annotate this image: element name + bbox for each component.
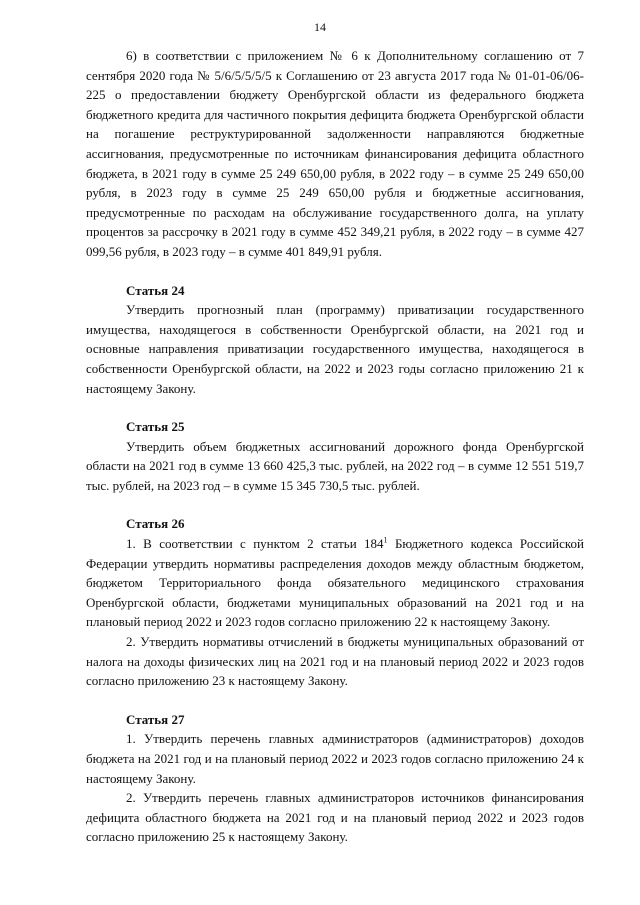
article-26-p1-end: Бюджетного кодекса Российской Федерации утвердить нормативы распределения доходов между областным бюджетом, бюджетом Территориального фонда обязательного медицинского страхования Оренбургской области, бюджетами муниципальных образований на 2021 год и на плановый период 2022 и 2023 годов согласно приложению 22 к настоящему Закону. [86,536,584,630]
article-24-text: Утвердить прогнозный план (программу) приватизации государственного имущества, находящегося в собственности Оренбургской области, на 2021 год и основные направления приватизации государственного имущества, находящегося в собственности Оренбургской области, на 2022 и 2023 годы согласно приложению 21 к настоящему Закону. [86,302,584,396]
article-25-text: Утвердить объем бюджетных ассигнований дорожного фонда Оренбургской области на 2021 год в сумме 13 660 425,3 тыс. рублей, на 2022 год – в сумме 12 551 519,7 тыс. рублей, на 2023 год – в сумме 15 345 730,5 тыс. рублей. [86,438,584,493]
article-27-heading: Статья 27 [126,711,185,727]
article-26-p1-superscript: 1 [383,535,388,545]
article-26-p1-start: 1. В соответствии с пунктом 2 статьи 184 [126,536,384,552]
article-25-heading: Статья 25 [126,419,185,435]
article-27-paragraph-2: 2. Утвердить перечень главных администраторов источников финансирования дефицита областного бюджета на 2021 год и на плановый период 2022 и 2023 годов согласно приложению 25 к настоящему Закону. [86,790,584,845]
document-body [86,46,584,847]
article-27-paragraph-1: 1. Утвердить перечень главных администраторов (администраторов) доходов бюджета на 2021 год и на плановый период 2022 и 2023 годов согласно приложению 24 к настоящему Закону. [86,731,584,786]
article-24-heading: Статья 24 [126,282,185,298]
article-26-heading: Статья 26 [126,516,185,532]
page-number: 14 [314,20,326,34]
article-26-paragraph-1 [86,534,584,632]
article-26-paragraph-2: 2. Утвердить нормативы отчислений в бюджеты муниципальных образований от налога на доходы физических лиц на 2021 год и на плановый период 2022 и 2023 годов согласно приложению 23 к настоящему Закону. [86,634,584,689]
paragraph-item-6: 6) в соответствии с приложением № 6 к Дополнительному соглашению от 7 сентября 2020 года № 5/6/5/5/5/5 к Соглашению от 23 августа 2017 года № 01-01-06/06-225 о предоставлении бюджету Оренбургской области из федерального бюджета бюджетного кредита для частичного покрытия дефицита бюджета Оренбургской области на погашение реструктурированной задолженности направляются бюджетные ассигнования, предусмотренные по источникам финансирования дефицита областного бюджета, в 2021 году в сумме 25 249 650,00 рубля, в 2022 году – в сумме 25 249 650,00 рубля, в 2023 году в сумме 25 249 650,00 рубля и бюджетные ассигнования, предусмотренные по расходам на обслуживание государственного долга, на уплату процентов за рассрочку в 2021 году в сумме 452 349,21 рубля, в 2022 году – в сумме 427 099,56 рубля, в 2023 году – в сумме 401 849,91 рубля. [86,48,584,259]
